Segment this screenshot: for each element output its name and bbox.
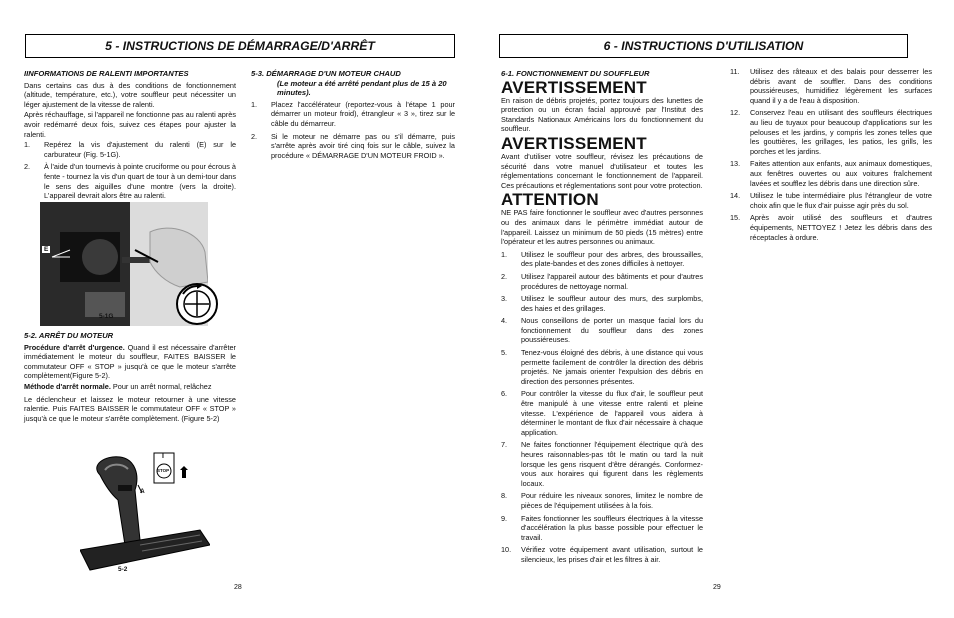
stop-heading: 5-2. ARRÊT DU MOTEUR (24, 331, 114, 340)
right-column-2 (730, 67, 932, 245)
figure-label-a: A (140, 488, 145, 495)
figure-caption-5-2: 5-2 (118, 566, 128, 573)
attention-title: ATTENTION (501, 190, 599, 210)
switch-arrow-icon (180, 465, 188, 477)
idle-heading: IINFORMATIONS DE RALENTI IMPORTANTES (24, 69, 189, 78)
switch-stop-label: STOP (157, 468, 170, 473)
stop-normal-paragraph: Méthode d'arrêt normale. Pour un arrêt normal, relâchez (24, 381, 212, 391)
idle-paragraph-1: Dans certains cas dus à des conditions de fonctionnement (altitude, température, etc.), votre souffleur peut nécessiter un léger ajustement de la vitesse de ralenti. (24, 80, 236, 109)
operation-heading: 6-1. FONCTIONNEMENT DU SOUFFLEUR (501, 69, 650, 78)
figure-caption-5-1g: 5-1G (99, 313, 114, 320)
list-item: 15. Après avoir utilisé des souffleurs et d'autres équipements, NETTOYEZ ! Jetez les débris dans des réceptacles à ordure. (730, 213, 932, 242)
screw-direction-icon (175, 282, 219, 326)
list-item: 2. Si le moteur ne démarre pas ou s'il démarre, puis s'arrête après avoir tiré cinq fois sur le câble, suivez la procédure « DÉMARRAGE D'UN MOTEUR FROID ». (251, 131, 455, 160)
warning-title-2: AVERTISSEMENT (501, 133, 647, 153)
page-number-right: 29 (713, 584, 721, 591)
section-title-5: 5 - INSTRUCTIONS DE DÉMARRAGE/D'ARRÊT (25, 34, 455, 58)
list-item: 6. Pour contrôler la vitesse du flux d'air, le souffleur peut être manipulé à une vitesse entre ralenti et pleine vitesse. L'expérience de l'appareil vous aidera à déterminer le montant de flux d'air nécessaire à chaque application. (501, 389, 703, 437)
warning-text-1: En raison de débris projetés, portez toujours des lunettes de protection ou un écran facial approuvé par l'Institut des Standards Nationaux Américains lors du fonctionnement du souffleur. (501, 95, 703, 134)
idle-paragraph-2: Après réchauffage, si l'appareil ne fonctionne pas au ralenti après avoir redémarré deux fois, suivez ces étapes pour ajuster la ralenti. (24, 110, 236, 139)
list-item: 2. À l'aide d'un tournevis à pointe cruciforme ou pour écrous à fente - tournez la vis d'un quart de tour à un demi-tour dans le sens des aiguilles d'une montre (vers la droite). L'appareil devrait alors être au ralenti. (24, 162, 236, 201)
warm-start-heading: 5-3. DÉMARRAGE D'UN MOTEUR CHAUD (251, 69, 401, 78)
list-item: 14. Utilisez le tube intermédiaire plus l'étrangleur de votre choix afin que le flux d'air puisse agir près du sol. (730, 191, 932, 210)
list-item: 12. Conservez l'eau en utilisant des souffleurs électriques au lieu de tuyaux pour beaucoup d'applications sur les pelouses et les jardins, y compris les zones telles que les gouttières, les grillages, les patios, les grills, les porches et les jardins. (730, 108, 932, 156)
section-title-6: 6 - INSTRUCTIONS D'UTILISATION (499, 34, 908, 58)
list-item: 10. Vérifiez votre équipement avant utilisation, surtout le silencieux, les prises d'air et les filtres à air. (501, 545, 703, 564)
list-item: 13. Faites attention aux enfants, aux animaux domestiques, aux fenêtres ouvertes ou aux voitures fraîchement lavées et soufflez les débris dans une direction sûre. (730, 159, 932, 188)
stop-emergency-paragraph: Procédure d'arrêt d'urgence. Quand il est nécessaire d'arrêter immédiatement le moteur du souffleur, FAITES BAISSER le commutateur OFF « STOP » jusqu'à ce que le moteur s'arrête complètement(Figure 5-2). (24, 342, 236, 381)
left-column-stop (24, 331, 236, 424)
stop-paragraph-2: Le déclencheur et laissez le moteur retourner à une vitesse ralentie. Puis FAITES BAISSER le commutateur OFF « STOP » jusqu'à ce que le moteur s'arrête complètement. (Figure 5-2) (24, 394, 236, 423)
page-number-left: 28 (234, 584, 242, 591)
attention-text: NE PAS faire fonctionner le souffleur avec d'autres personnes ou des animaux dans le périmètre immédiat autour de l'appareil. Laissez un minimum de 50 pieds (15 mètres) entre l'opérateur et les autres personnes ou animaux. (501, 208, 703, 247)
stop-switch-diagram (153, 452, 175, 484)
list-item: 9. Faites fonctionner les souffleurs électriques à la vitesse d'accélération la plus basse possible pour effectuer le travail. (501, 513, 703, 542)
idle-steps (24, 140, 236, 201)
figure-label-e: E (44, 246, 49, 253)
list-item: 8. Pour réduire les niveaux sonores, limitez le nombre de pièces de l'équipement utilisées à la fois. (501, 491, 703, 510)
operation-steps-1 (501, 250, 703, 565)
left-column-2 (251, 69, 455, 163)
list-item: 7. Ne faites fonctionner l'équipement électrique qu'à des heures raisonnables-pas tôt le matin ou tard la nuit lorsque les gens risquent d'être dérangés. Conformez-vous aux horaires qui figurent dans les règlements locaux. (501, 440, 703, 488)
warning-title-1: AVERTISSEMENT (501, 77, 647, 97)
handle-illustration (80, 445, 210, 575)
list-item: 11. Utilisez des râteaux et des balais pour desserrer les débris avant de souffler. Dans des conditions poussiéreuses, humidifiez légèrement les surfaces quand il y a de l'eau à disposition. (730, 67, 932, 105)
right-column-1 (501, 69, 703, 568)
warning-text-2: Avant d'utiliser votre souffleur, révisez les précautions de sécurité dans votre manuel d'utilisateur et toutes les réglementations concernant le fonctionnement de l'appareil. Ces précautions et réglementations sont pour votre protection. (501, 151, 703, 190)
list-item: 3. Utilisez le souffleur autour des murs, des surplombs, des haies et des grillages. (501, 294, 703, 313)
left-column-1 (24, 69, 236, 204)
list-item: 1. Utilisez le souffleur pour des arbres, des broussailles, des plate-bandes et des zones difficiles à nettoyer. (501, 249, 703, 269)
list-item: 5. Tenez-vous éloigné des débris, à une distance qui vous permette facilement de contrôler la direction des débris projetés. Ne jamais orienter l'expulsion des débris en direction des personnes présentes. (501, 348, 703, 386)
list-item: 4. Nous conseillons de porter un masque facial lors du fonctionnement du souffleur dans des zones poussiéreuses. (501, 316, 703, 345)
figure-blower-handle (80, 445, 210, 575)
warm-start-steps (251, 100, 455, 161)
right-page (477, 0, 954, 618)
operation-steps-2 (730, 67, 932, 242)
list-item: 1. Repérez la vis d'ajustement du ralenti (E) sur le carburateur (Fig. 5-1G). (24, 140, 236, 159)
switch-on-mark: I (162, 453, 164, 460)
list-item: 1. Placez l'accélérateur (reportez-vous à l'étape 1 pour démarrer un moteur froid), étrangleur « 3 », tirez sur le câble du démarreur. (251, 99, 455, 128)
list-item: 2. Utilisez l'appareil autour des bâtiments et pour d'autres procédures de nettoyage normal. (501, 271, 703, 291)
warm-start-subheading: (Le moteur a été arrêté pendant plus de 15 à 20 minutes). (277, 78, 447, 98)
